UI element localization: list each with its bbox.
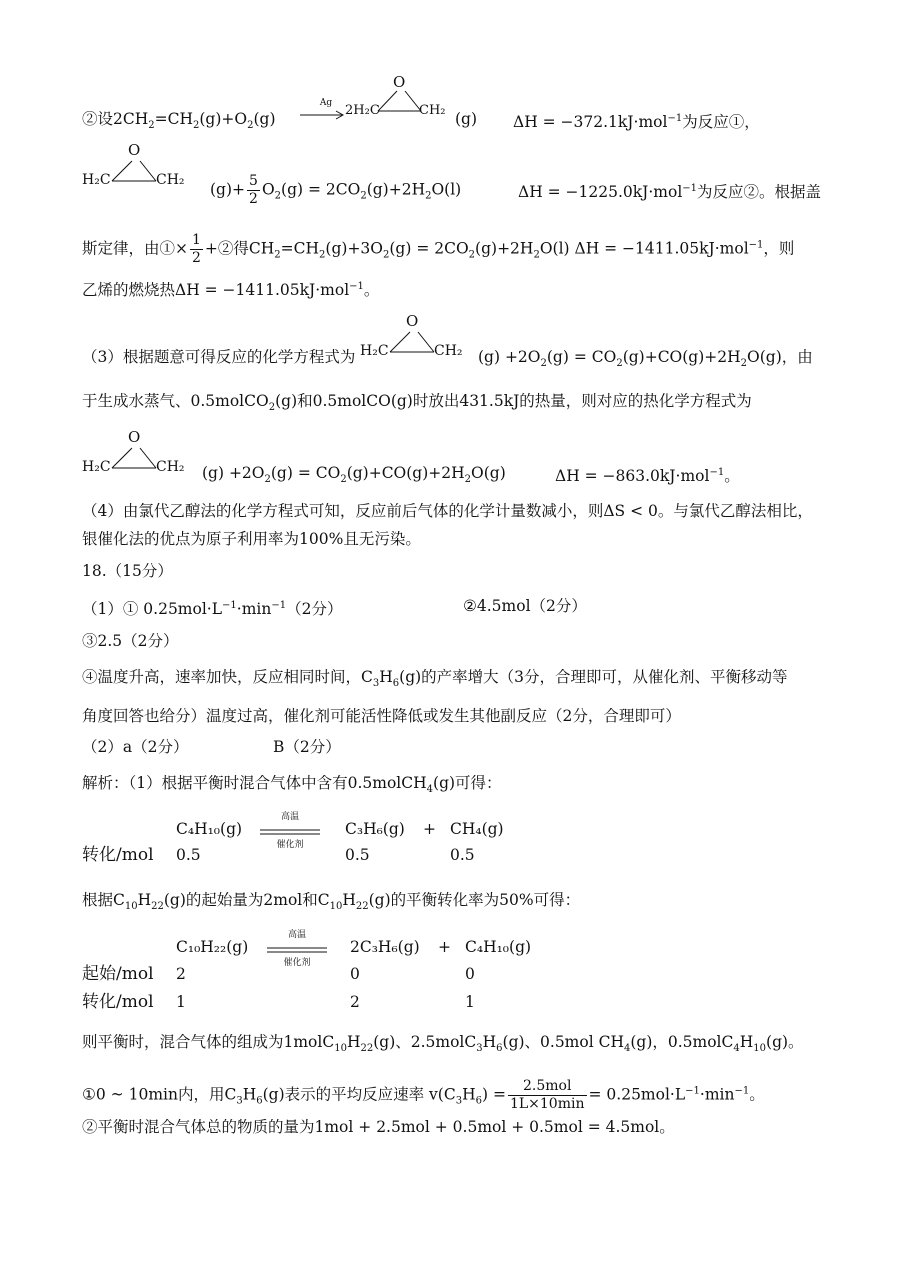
ch2-label: CH₂ — [156, 459, 185, 475]
text: (g)、2.5molC — [373, 1033, 477, 1051]
text: ΔH = −863.0kJ·mol — [555, 467, 710, 486]
superscript: −1 — [222, 600, 237, 611]
text: (g)表示的平均反应速率 v(C — [262, 1085, 456, 1104]
text: 。 — [363, 281, 380, 300]
analysis-total: ②平衡时混合气体总的物质的量为1mol + 2.5mol + 0.5mol + 0.5mol = 4.5mol。 — [82, 1118, 675, 1136]
text: (g)+ — [210, 180, 246, 199]
text: ΔH = −1225.0kJ·mol — [518, 183, 683, 202]
eq-line-5b: $(g) +2O_2(g) = CO_2(g)+CO(g)+2H_2O(g)$，由 — [478, 348, 813, 370]
denominator: 1L×10min — [509, 1096, 585, 1112]
text: H — [342, 891, 356, 909]
oxygen-atom: O — [406, 312, 419, 330]
text: 于生成水蒸气、0.5molCO — [82, 392, 269, 410]
text: H — [346, 1033, 361, 1051]
text: O(l) — [431, 180, 462, 199]
ch2-label: 2H₂C — [345, 103, 380, 118]
text: ①0 ~ 10min内，用C — [82, 1085, 237, 1104]
text: = 0.25mol·L — [588, 1085, 686, 1104]
eq-line-7: $(g) +2O_2(g) = CO_2(g)+CO(g)+2H_2O(g)$ — [202, 464, 506, 486]
fraction — [190, 232, 203, 267]
table1-row-label: 转化/mol — [82, 845, 154, 865]
text-line-9: 银催化法的优点为原子利用率为100%且无污染。 — [82, 530, 421, 548]
text: H — [242, 1085, 257, 1104]
text: O(g) — [471, 464, 506, 482]
text: ) = — [482, 1085, 506, 1104]
condition-bottom: 催化剂 — [276, 840, 304, 850]
oxygen-atom: O — [128, 141, 141, 159]
analysis-line-2: 根据$C_{10}H_{22}(g)$的起始量为2mol和$C_{10}H_{22}(g)$的平衡转化率为50%可得： — [82, 891, 581, 913]
text: ·min — [699, 1085, 735, 1104]
text: 为反应①， — [682, 113, 760, 132]
epoxide-structure-2 — [82, 141, 192, 191]
text: （3）根据题意可得反应的化学方程式为 — [82, 348, 356, 366]
equilibrium-arrow-icon — [258, 828, 322, 836]
text: (g)的起始量为2mol和C — [163, 891, 330, 909]
eq-line-6: 于生成水蒸气、0.5molCO$_2$(g)和0.5molCO(g)时放出431.5kJ的热量，则对应的热化学方程式为 — [82, 392, 752, 414]
ch2-label: CH₂ — [156, 172, 185, 188]
text: ，则 — [763, 239, 795, 258]
text: H — [137, 891, 152, 909]
denominator: 2 — [192, 250, 201, 266]
eq-line-4 — [82, 276, 379, 301]
superscript: −1 — [734, 1085, 750, 1097]
text: O(l) ΔH = −1411.05kJ·mol — [539, 239, 749, 258]
numerator: 5 — [249, 173, 258, 189]
text: (g)的平衡转化率为50%可得： — [368, 891, 581, 909]
table2-row-label: 起始/mol — [82, 964, 154, 984]
superscript: −1 — [685, 1085, 700, 1097]
epoxide-structure-3 — [360, 312, 470, 362]
answer-1-4: ④温度升高，速率加快，反应相同时间，$C_3H_6(g)$的产率增大（3分，合理即可，从催化剂、平衡移动等 — [82, 668, 788, 690]
text: ·min — [236, 600, 272, 619]
phase-g: (g) — [455, 110, 478, 128]
table2-row-label: 转化/mol — [82, 992, 154, 1012]
analysis-intro: 解析：（1）根据平衡时混合气体中含有0.5molCH$_4$(g)可得： — [82, 774, 502, 796]
text: (g) +2O — [478, 348, 541, 366]
oxygen-atom: O — [393, 73, 406, 91]
table1-cell: CH₄(g) — [450, 820, 504, 838]
analysis-rate: ①0 ~ 10min内，用$C_3H_6(g)$表示的平均反应速率 $v(C_3H_6)$ = $\frac{\text{2.5mol}}{1L\times 10\min}$ = $0.25mol\cdot L^{-1}\cdot\min^{-1}$。 — [82, 1078, 765, 1112]
text: (g)，0.5molC — [630, 1033, 734, 1051]
text: (g)+CO(g)+2H — [622, 348, 741, 366]
text: (g)。 — [766, 1033, 804, 1051]
reaction-conditions — [258, 812, 322, 850]
text: =CH — [154, 110, 193, 128]
text: O(g)，由 — [747, 348, 813, 366]
text: (g)和0.5molCO(g)时放出431.5kJ的热量，则对应的热化学方程式为 — [275, 392, 752, 410]
answer-1-3: ③2.5（2分） — [82, 632, 179, 650]
table2-cell: C₁₀H₂₂(g) — [176, 938, 249, 956]
numerator: 1 — [192, 232, 201, 248]
text: (g) = 2CO — [389, 239, 469, 258]
oxygen-atom: O — [128, 428, 141, 446]
fraction — [508, 1078, 587, 1113]
text: (g)、0.5mol CH — [502, 1033, 624, 1051]
text: +②得CH — [204, 239, 275, 258]
analysis-composition: 则平衡时，混合气体的组成为$1molC_{10}H_{22}(g)$、$2.5molC_3H_6(g)$、0.5mol $CH_4(g)$，$0.5molC_4H_{10}(g)$。 — [82, 1033, 804, 1055]
eq-line-2: (g)+ $\frac{5}{2}$ $O_2(g) = 2CO_2(g)+2H_2O(l)$ — [210, 173, 462, 207]
superscript: −1 — [667, 113, 683, 124]
text: （2分） — [286, 600, 343, 619]
text: 为反应②。根据盖 — [697, 183, 822, 202]
text: (g)+2H — [366, 180, 426, 199]
text-line-8: （4）由氯代乙醇法的化学方程式可知，反应前后气体的化学计量数减小，则ΔS < 0。与氯代乙醇法相比， — [82, 502, 813, 520]
table2-cell: + — [438, 938, 451, 956]
text: (g)+O — [199, 110, 248, 128]
superscript: −1 — [349, 281, 364, 292]
text: 则平衡时，混合气体的组成为1molC — [82, 1033, 335, 1051]
equilibrium-arrow-icon — [265, 946, 329, 954]
text: (g) = 2CO — [281, 180, 361, 199]
text: ④温度升高，速率加快，反应相同时间，C — [82, 668, 373, 686]
ch2-label: CH₂ — [434, 343, 463, 359]
text: H — [739, 1033, 754, 1051]
table1-cell: C₃H₆(g) — [345, 820, 405, 838]
answer-1-4-cont: 角度回答也给分）温度过高，催化剂可能活性降低或发生其他副反应（2分，合理即可） — [82, 707, 681, 725]
question-18-heading: 18.（15分） — [82, 562, 173, 580]
text: H — [462, 1085, 476, 1104]
table2-cell: C₄H₁₀(g) — [465, 938, 532, 956]
answer-2a: （2）a（2分） — [82, 738, 189, 756]
ch2-label: CH₂ — [419, 103, 446, 118]
text: 。 — [749, 1085, 765, 1104]
table2-cell: 0 — [465, 965, 475, 983]
reaction-arrow-icon — [300, 110, 346, 120]
text: 斯定律，由①× — [82, 239, 188, 258]
condition-top: 高温 — [280, 812, 299, 822]
ch2-label: H₂C — [82, 172, 111, 188]
condition-bottom: 催化剂 — [283, 958, 311, 968]
table2-cell: 1 — [465, 993, 475, 1011]
text: (g)的产率增大（3分，合理即可，从催化剂、平衡移动等 — [399, 668, 788, 686]
table1-cell: C₄H₁₀(g) — [176, 820, 243, 838]
text: (g) +2O — [202, 464, 265, 482]
eq-line-1: ②设$2CH_2=CH_2(g)+O_2(g)$ — [82, 110, 276, 132]
eq-line-3: 斯定律，由①× $\frac{1}{2}$ +②得$CH_2=CH_2(g)+3O_2(g) = 2CO_2(g)+2H_2O(l) \Delta H = -1411.05kJ\cdot mol^{-1}$，则 — [82, 232, 795, 266]
text: 解析：（1）根据平衡时混合气体中含有0.5molCH — [82, 774, 427, 792]
enthalpy-1 — [513, 108, 760, 133]
text: H — [379, 668, 393, 686]
text: 乙烯的燃烧热ΔH = −1411.05kJ·mol — [82, 281, 350, 300]
text: ②设2CH — [82, 110, 149, 128]
text: ΔH = −372.1kJ·mol — [513, 113, 668, 132]
table1-cell: 0.5 — [345, 846, 370, 864]
condition-top: 高温 — [287, 930, 306, 940]
enthalpy-3 — [555, 462, 740, 487]
text: （1）① 0.25mol·L — [82, 600, 223, 619]
numerator: 2.5mol — [508, 1078, 587, 1096]
epoxide-structure-4 — [82, 428, 192, 478]
table2-cell: 0 — [350, 965, 360, 983]
text: (g) = CO — [546, 348, 617, 366]
table2-cell: 1 — [176, 993, 186, 1011]
text: (g)+2H — [475, 239, 534, 258]
fraction — [247, 173, 260, 208]
table1-cell: 0.5 — [176, 846, 201, 864]
enthalpy-2 — [518, 178, 821, 203]
text: (g)可得： — [433, 774, 502, 792]
text: (g) = CO — [270, 464, 341, 482]
superscript: −1 — [682, 183, 698, 194]
table2-cell: 2 — [176, 965, 186, 983]
superscript: −1 — [271, 600, 287, 611]
text: (g)+3O — [325, 239, 383, 258]
text: (g) — [253, 110, 276, 128]
answer-2b: B（2分） — [273, 738, 341, 756]
eq-line-5 — [82, 346, 355, 368]
table2-cell: 2C₃H₆(g) — [350, 938, 420, 956]
text: 。 — [724, 467, 740, 486]
ch2-label: H₂C — [82, 459, 111, 475]
superscript: −1 — [709, 467, 725, 478]
text: H — [482, 1033, 497, 1051]
epoxide-structure-1 — [345, 73, 446, 121]
denominator: 2 — [249, 191, 258, 207]
text: (g)+CO(g)+2H — [346, 464, 465, 482]
ch2-label: H₂C — [360, 343, 389, 359]
table1-cell: + — [423, 820, 436, 838]
text: =CH — [280, 239, 320, 258]
table2-cell: 2 — [350, 993, 360, 1011]
text: 根据C — [82, 891, 125, 909]
text: O — [261, 180, 275, 199]
answer-1-2: ②4.5mol（2分） — [463, 597, 587, 615]
table1-cell: 0.5 — [450, 846, 475, 864]
answer-1-1 — [82, 595, 342, 620]
catalyst-label: Ag — [319, 98, 333, 108]
superscript: −1 — [748, 239, 764, 251]
reaction-conditions — [265, 930, 329, 968]
